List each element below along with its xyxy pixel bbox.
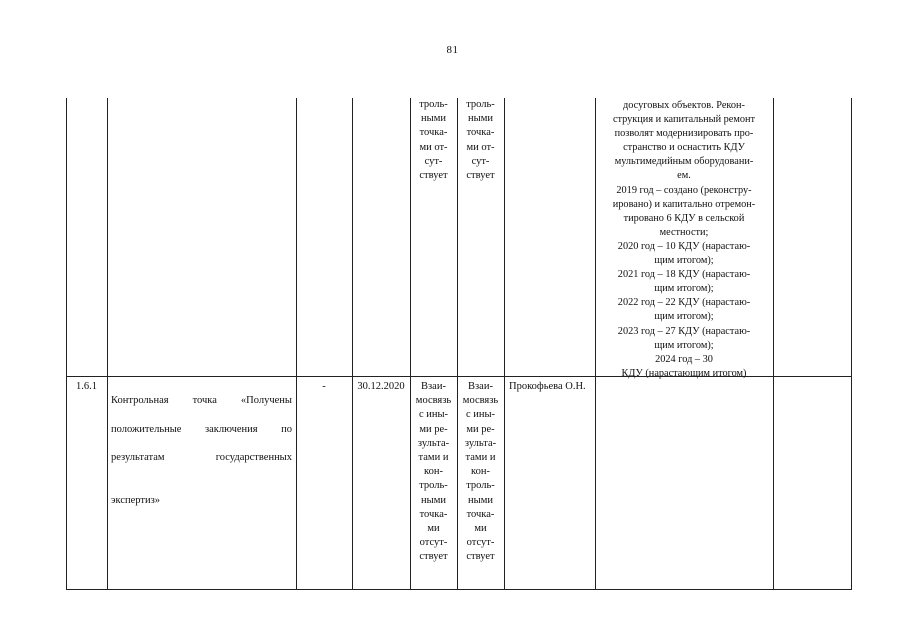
start-date: -	[322, 381, 326, 392]
row-number: 1.6.1	[76, 381, 97, 392]
page-number: 81	[446, 44, 459, 56]
row-name	[111, 380, 292, 522]
col-border-1	[107, 98, 108, 590]
row-name-line-4	[111, 479, 292, 507]
document-table	[66, 98, 852, 590]
col-border-8	[773, 98, 774, 590]
col-border-2	[296, 98, 297, 590]
row-name-word: «Получены	[240, 395, 292, 407]
row-name-word: экспертиз»	[111, 494, 161, 506]
row-name-word: заключения	[204, 423, 258, 435]
row-name-word: результатам	[111, 452, 165, 464]
col-border-6	[504, 98, 505, 590]
link-method-b: Взаи- мосвязь с ины- ми ре- зульта- тами и кон- троль- ными точка- ми отсут- ствует	[462, 381, 499, 563]
row-name-word: по	[281, 423, 292, 435]
row-name-line-3	[111, 451, 292, 465]
col-border-9	[851, 98, 852, 590]
table-bottom-border	[66, 589, 852, 590]
row-name-word: положительные	[111, 423, 182, 435]
responsible-person: Прокофьева О.Н.	[509, 381, 586, 392]
end-date: 30.12.2020	[357, 381, 405, 392]
row-name-line-2	[111, 423, 292, 437]
col-border-3	[352, 98, 353, 590]
row-name-word: точка	[192, 395, 217, 407]
row-name-line-1	[111, 394, 292, 408]
col-border-0	[66, 98, 67, 590]
continued-method-a: троль- ными точка- ми от- сут- ствует	[419, 99, 448, 182]
link-method-a: Взаи- мосвязь с ины- ми ре- зульта- тами и кон- троль- ными точка- ми отсут- ствует	[415, 381, 452, 563]
continued-result: досуговых объектов. Рекон- струкция и капитальный ремонт позволят модернизировать про- странство и оснастить КДУ мультимедийным оборудовани- ем. 2019 год – создано (реконстру- ировано) и капитально отремон- тировано 6 КДУ в сельской местности; 2020 год – 10 КДУ (нарастаю- щим итогом); 2021 год – 18 КДУ (нарастаю- щим итогом); 2022 год – 22 КДУ (нарастаю- щим итогом); 2023 год – 27 КДУ (нарастаю- щим итогом); 2024 год – 30 КДУ (нарастающим итогом)	[612, 100, 756, 379]
continued-method-b: троль- ными точка- ми от- сут- ствует	[466, 99, 495, 182]
row-name-word: Контрольная	[111, 395, 169, 407]
row-name-word: государственных	[215, 452, 292, 464]
